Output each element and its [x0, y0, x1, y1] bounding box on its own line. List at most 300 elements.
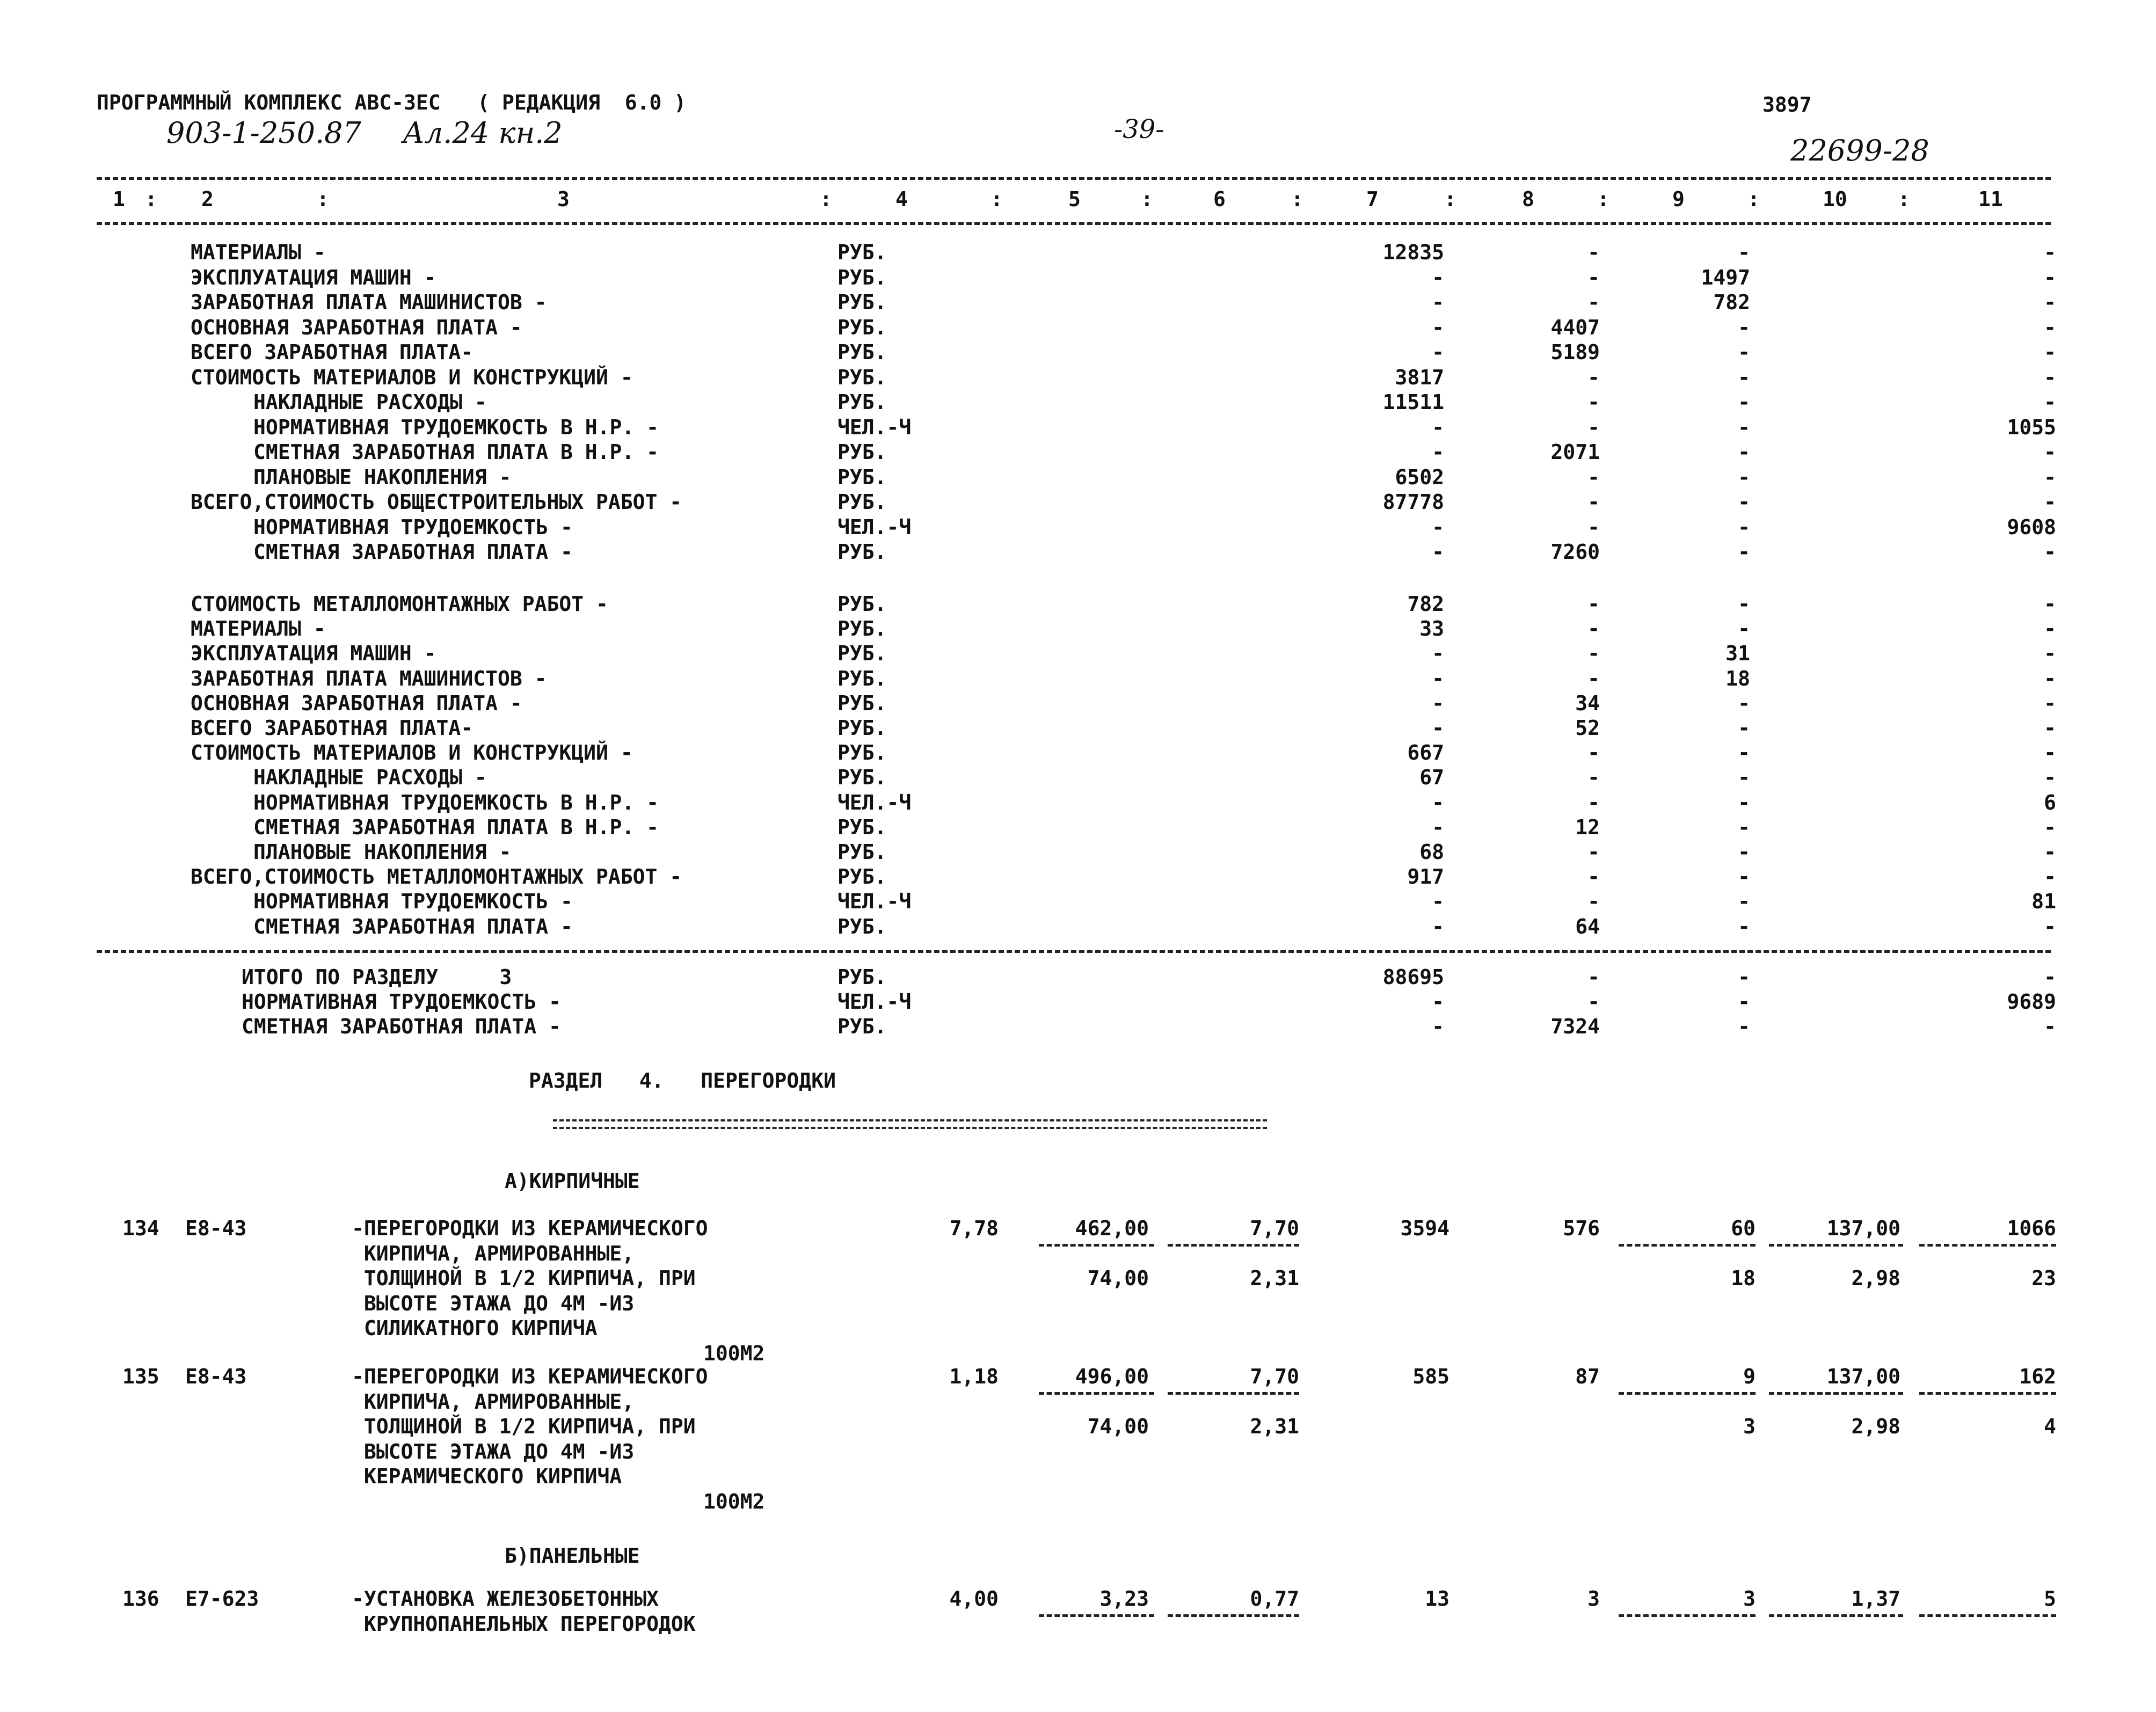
- item-desc-line: СИЛИКАТНОГО КИРПИЧА: [352, 1316, 598, 1340]
- summary-row: [0, 889, 2156, 914]
- item-number: 136: [122, 1587, 159, 1611]
- col-sep: :: [145, 187, 157, 211]
- cell-col5: 3,23: [1099, 1587, 1149, 1611]
- cell-col7: 3594: [1400, 1216, 1450, 1240]
- cell-col8: -: [1587, 890, 1600, 914]
- item-desc-line: КЕРАМИЧЕСКОГО КИРПИЧА: [352, 1465, 622, 1488]
- cell-col9: 18: [1725, 666, 1750, 690]
- col-header: 2: [201, 187, 214, 211]
- cell-col11: 9608: [2007, 515, 2056, 539]
- cell-col7: 67: [1419, 766, 1444, 790]
- cell-col4: 1,18: [949, 1365, 999, 1388]
- cell-col11: -: [2044, 365, 2056, 389]
- row-unit: РУБ.: [837, 642, 887, 666]
- cell-col7: 68: [1419, 840, 1444, 864]
- row-unit: РУБ.: [837, 592, 887, 616]
- item-line: [0, 1266, 2156, 1291]
- cell-col11: -: [2044, 465, 2056, 489]
- row-label: ОСНОВНАЯ ЗАРАБОТНАЯ ПЛАТА -: [191, 315, 522, 339]
- cell-col5: 462,00: [1075, 1216, 1149, 1240]
- item-line: [0, 1464, 2156, 1489]
- totals-rule: [97, 950, 2051, 953]
- cell-col10-sub: 2,98: [1851, 1266, 1900, 1290]
- item-number: 135: [122, 1365, 159, 1388]
- summary-row: [0, 691, 2156, 716]
- cell-col7: 87778: [1382, 490, 1444, 514]
- summary-row: [0, 365, 2156, 390]
- row-label: ВСЕГО,СТОИМОСТЬ МЕТАЛЛОМОНТАЖНЫХ РАБОТ -: [191, 865, 682, 889]
- item-desc-line: -ПЕРЕГОРОДКИ ИЗ КЕРАМИЧЕСКОГО: [352, 1216, 708, 1240]
- cell-col5: 496,00: [1075, 1365, 1149, 1388]
- item-desc-line: ВЫСОТЕ ЭТАЖА ДО 4М -ИЗ: [352, 1291, 635, 1315]
- cell-col7: -: [1432, 440, 1444, 464]
- row-label: СТОИМОСТЬ МАТЕРИАЛОВ И КОНСТРУКЦИЙ -: [191, 365, 633, 389]
- col-header: 9: [1672, 187, 1685, 211]
- item-unit: 100М2: [703, 1489, 765, 1513]
- cell-col11: -: [2044, 340, 2056, 364]
- cell-col11: -: [2044, 265, 2056, 289]
- cell-col7: -: [1432, 290, 1444, 314]
- row-label: ВСЕГО ЗАРАБОТНАЯ ПЛАТА-: [191, 340, 474, 364]
- cell-col9-sub: 18: [1731, 1266, 1756, 1290]
- cell-col7: 13: [1425, 1587, 1450, 1611]
- cell-col8: -: [1587, 840, 1600, 864]
- col-sep: :: [820, 187, 832, 211]
- col-header: 4: [895, 187, 908, 211]
- summary-row: [0, 515, 2156, 540]
- cell-col11: -: [2044, 617, 2056, 641]
- summary-row: [0, 765, 2156, 790]
- row-label: ЗАРАБОТНАЯ ПЛАТА МАШИНИСТОВ -: [191, 666, 547, 690]
- cell-col4: 4,00: [949, 1587, 999, 1611]
- column-header-row: [97, 187, 2051, 212]
- summary-row: [0, 840, 2156, 864]
- item-line: [0, 1241, 2156, 1266]
- page-marker: -39-: [1114, 114, 1164, 144]
- item-desc-line: ТОЛЩИНОЙ В 1/2 КИРПИЧА, ПРИ: [352, 1415, 696, 1438]
- item-desc-line: -УСТАНОВКА ЖЕЛЕЗОБЕТОННЫХ: [352, 1587, 659, 1611]
- row-label: ЗАРАБОТНАЯ ПЛАТА МАШИНИСТОВ -: [191, 290, 547, 314]
- cell-col11: -: [2044, 592, 2056, 616]
- cell-col9-sub: 3: [1743, 1415, 1756, 1438]
- row-label: ИТОГО ПО РАЗДЕЛУ 3: [242, 965, 512, 989]
- summary-row: [0, 592, 2156, 616]
- col-header: 10: [1823, 187, 1847, 211]
- row-unit: ЧЕЛ.-Ч: [837, 990, 912, 1014]
- cell-col8: 64: [1575, 914, 1600, 938]
- cell-col11-sub: 23: [2031, 1266, 2056, 1290]
- cell-col8: 4407: [1550, 315, 1600, 339]
- cell-col11: -: [2044, 865, 2056, 889]
- row-label: СМЕТНАЯ ЗАРАБОТНАЯ ПЛАТА -: [253, 540, 573, 564]
- cell-col10: 137,00: [1826, 1216, 1900, 1240]
- summary-row: [0, 641, 2156, 666]
- cell-col7: -: [1432, 642, 1444, 666]
- cell-col8: 3: [1587, 1587, 1600, 1611]
- summary-row: [0, 540, 2156, 564]
- cell-col9: 3: [1743, 1587, 1756, 1611]
- cell-col7: -: [1432, 515, 1444, 539]
- cell-col9: -: [1738, 990, 1750, 1014]
- summary-row: [0, 265, 2156, 290]
- cell-col7: 88695: [1382, 965, 1444, 989]
- row-unit: РУБ.: [837, 290, 887, 314]
- cell-col7: 6502: [1395, 465, 1444, 489]
- cell-col9: -: [1738, 540, 1750, 564]
- cell-col9: -: [1738, 741, 1750, 765]
- cell-col8: -: [1587, 415, 1600, 439]
- cell-col9: -: [1738, 716, 1750, 740]
- cell-col7: 33: [1419, 617, 1444, 641]
- cell-col9: -: [1738, 515, 1750, 539]
- cell-col8: -: [1587, 241, 1600, 264]
- row-label: НОРМАТИВНАЯ ТРУДОЕМКОСТЬ -: [253, 890, 573, 914]
- row-label: ЭКСПЛУАТАЦИЯ МАШИН -: [191, 265, 436, 289]
- row-label: МАТЕРИАЛЫ -: [191, 617, 326, 641]
- row-unit: ЧЕЛ.-Ч: [837, 515, 912, 539]
- cell-col8: -: [1587, 265, 1600, 289]
- row-unit: РУБ.: [837, 340, 887, 364]
- cell-col7: -: [1432, 691, 1444, 715]
- summary-row: [0, 315, 2156, 340]
- cell-col8: -: [1587, 965, 1600, 989]
- summary-row: [0, 240, 2156, 265]
- cell-col7: 11511: [1382, 390, 1444, 414]
- summary-row: [0, 914, 2156, 939]
- subsection-brick: А)КИРПИЧНЫЕ: [505, 1169, 640, 1193]
- row-unit: РУБ.: [837, 840, 887, 864]
- col-sep: :: [1898, 187, 1910, 211]
- cell-col4: 7,78: [949, 1216, 999, 1240]
- cell-col6-sub: 2,31: [1250, 1266, 1299, 1290]
- cell-col11: -: [2044, 390, 2056, 414]
- page-number: 3897: [1762, 93, 1812, 116]
- row-label: НОРМАТИВНАЯ ТРУДОЕМКОСТЬ В Н.Р. -: [253, 415, 659, 439]
- subsection-panel: Б)ПАНЕЛЬНЫЕ: [505, 1544, 640, 1568]
- col-sep: :: [1747, 187, 1760, 211]
- row-unit: РУБ.: [837, 716, 887, 740]
- summary-row: [0, 340, 2156, 365]
- cell-col11: -: [2044, 540, 2056, 564]
- cell-col9: -: [1738, 914, 1750, 938]
- cell-col11: -: [2044, 691, 2056, 715]
- cell-col10-sub: 2,98: [1851, 1415, 1900, 1438]
- row-unit: РУБ.: [837, 741, 887, 765]
- program-header: ПРОГРАММНЫЙ КОМПЛЕКС АВС-3ЕС ( РЕДАКЦИЯ 6.0 ): [97, 91, 687, 114]
- cell-col8: -: [1587, 365, 1600, 389]
- row-label: НАКЛАДНЫЕ РАСХОДЫ -: [253, 766, 487, 790]
- row-unit: РУБ.: [837, 465, 887, 489]
- cell-col7: 585: [1412, 1365, 1450, 1388]
- item-line: [0, 1389, 2156, 1414]
- cell-col8: 576: [1563, 1216, 1600, 1240]
- summary-row: [0, 716, 2156, 740]
- item-line: [0, 1216, 2156, 1241]
- cell-col8: -: [1587, 515, 1600, 539]
- summary-row: [0, 989, 2156, 1014]
- row-label: МАТЕРИАЛЫ -: [191, 241, 326, 264]
- cell-col6: 7,70: [1250, 1216, 1299, 1240]
- row-unit: РУБ.: [837, 691, 887, 715]
- item-line: [0, 1439, 2156, 1464]
- cell-col5-sub: 74,00: [1087, 1266, 1149, 1290]
- cell-col8: -: [1587, 865, 1600, 889]
- cell-col8: -: [1587, 766, 1600, 790]
- row-label: СТОИМОСТЬ МАТЕРИАЛОВ И КОНСТРУКЦИЙ -: [191, 741, 633, 765]
- cell-col11: -: [2044, 490, 2056, 514]
- cell-col8: -: [1587, 290, 1600, 314]
- cell-col11: -: [2044, 766, 2056, 790]
- cell-col9: -: [1738, 815, 1750, 839]
- header-bottom-rule: [97, 222, 2051, 225]
- item-desc-line: КРУПНОПАНЕЛЬНЫХ ПЕРЕГОРОДОК: [352, 1612, 696, 1636]
- row-label: ПЛАНОВЫЕ НАКОПЛЕНИЯ -: [253, 840, 512, 864]
- summary-row: [0, 666, 2156, 691]
- row-label: СМЕТНАЯ ЗАРАБОТНАЯ ПЛАТА -: [253, 914, 573, 938]
- cell-col11: -: [2044, 815, 2056, 839]
- row-unit: РУБ.: [837, 365, 887, 389]
- row-unit: РУБ.: [837, 440, 887, 464]
- row-label: НОРМАТИВНАЯ ТРУДОЕМКОСТЬ В Н.Р. -: [253, 790, 659, 814]
- row-label: СТОИМОСТЬ МЕТАЛЛОМОНТАЖНЫХ РАБОТ -: [191, 592, 608, 616]
- item-number: 134: [122, 1216, 159, 1240]
- item-desc-line: -ПЕРЕГОРОДКИ ИЗ КЕРАМИЧЕСКОГО: [352, 1365, 708, 1388]
- row-label: ВСЕГО,СТОИМОСТЬ ОБЩЕСТРОИТЕЛЬНЫХ РАБОТ -: [191, 490, 682, 514]
- cell-col7: 12835: [1382, 241, 1444, 264]
- section-double-rule: [553, 1119, 1267, 1129]
- item-line: [0, 1364, 2156, 1389]
- cell-col6: 0,77: [1250, 1587, 1299, 1611]
- cell-col8: -: [1587, 990, 1600, 1014]
- cell-col7: -: [1432, 340, 1444, 364]
- row-unit: РУБ.: [837, 914, 887, 938]
- item-desc-line: ТОЛЩИНОЙ В 1/2 КИРПИЧА, ПРИ: [352, 1266, 696, 1290]
- cell-col9: -: [1738, 592, 1750, 616]
- item-code: Е8-43: [185, 1365, 247, 1388]
- row-unit: РУБ.: [837, 617, 887, 641]
- summary-row: [0, 465, 2156, 490]
- album-ref-handwritten: Ал.24 кн.2: [403, 116, 563, 150]
- cell-col9: 9: [1743, 1365, 1756, 1388]
- cell-col9: -: [1738, 865, 1750, 889]
- summary-row: [0, 290, 2156, 315]
- item-desc-line: ВЫСОТЕ ЭТАЖА ДО 4М -ИЗ: [352, 1439, 635, 1463]
- cell-col8: 5189: [1550, 340, 1600, 364]
- row-unit: РУБ.: [837, 965, 887, 989]
- cell-col7: 667: [1407, 741, 1444, 765]
- cell-col9: -: [1738, 490, 1750, 514]
- cell-col7: -: [1432, 666, 1444, 690]
- cell-col10: 1,37: [1851, 1587, 1900, 1611]
- cell-col11: 1066: [2007, 1216, 2056, 1240]
- summary-row: [0, 440, 2156, 464]
- row-label: СМЕТНАЯ ЗАРАБОТНАЯ ПЛАТА В Н.Р. -: [253, 815, 659, 839]
- cell-col8: -: [1587, 790, 1600, 814]
- row-unit: РУБ.: [837, 1015, 887, 1038]
- cell-col7: -: [1432, 265, 1444, 289]
- summary-row: [0, 864, 2156, 889]
- cell-col9: -: [1738, 790, 1750, 814]
- cell-col10: 137,00: [1826, 1365, 1900, 1388]
- row-unit: РУБ.: [837, 315, 887, 339]
- summary-row: [0, 790, 2156, 815]
- cell-col11: -: [2044, 290, 2056, 314]
- col-sep: :: [1291, 187, 1303, 211]
- item-line: [0, 1586, 2156, 1611]
- cell-col9: -: [1738, 440, 1750, 464]
- col-sep: :: [1141, 187, 1153, 211]
- cell-col11: -: [2044, 241, 2056, 264]
- col-sep: :: [1597, 187, 1609, 211]
- cell-col9: -: [1738, 965, 1750, 989]
- summary-row: [0, 390, 2156, 414]
- cell-col11: 5: [2044, 1587, 2056, 1611]
- cell-col9: -: [1738, 617, 1750, 641]
- cell-col11: -: [2044, 440, 2056, 464]
- cell-col9: -: [1738, 1015, 1750, 1038]
- cell-col9: 31: [1725, 642, 1750, 666]
- item-desc-line: КИРПИЧА, АРМИРОВАННЫЕ,: [352, 1241, 635, 1265]
- cell-col9: -: [1738, 365, 1750, 389]
- item-code: Е7-623: [185, 1587, 259, 1611]
- row-label: НАКЛАДНЫЕ РАСХОДЫ -: [253, 390, 487, 414]
- cell-col11: 6: [2044, 790, 2056, 814]
- row-label: СМЕТНАЯ ЗАРАБОТНАЯ ПЛАТА -: [242, 1015, 561, 1038]
- item-line: [0, 1341, 2156, 1366]
- row-unit: РУБ.: [837, 766, 887, 790]
- section-title: РАЗДЕЛ 4. ПЕРЕГОРОДКИ: [529, 1069, 836, 1092]
- row-unit: ЧЕЛ.-Ч: [837, 790, 912, 814]
- cell-col7: 3817: [1395, 365, 1444, 389]
- col-sep: :: [317, 187, 329, 211]
- header-top-rule: [97, 177, 2051, 180]
- document-number-handwritten: 22699-28: [1790, 134, 1929, 167]
- row-unit: РУБ.: [837, 815, 887, 839]
- col-header: 7: [1366, 187, 1379, 211]
- cell-col8: -: [1587, 642, 1600, 666]
- row-unit: ЧЕЛ.-Ч: [837, 890, 912, 914]
- cell-col7: -: [1432, 914, 1444, 938]
- cell-col7: -: [1432, 815, 1444, 839]
- row-label: ОСНОВНАЯ ЗАРАБОТНАЯ ПЛАТА -: [191, 691, 522, 715]
- cell-col7: -: [1432, 790, 1444, 814]
- cell-col11: 81: [2031, 890, 2056, 914]
- cell-col11: 1055: [2007, 415, 2056, 439]
- row-label: ВСЕГО ЗАРАБОТНАЯ ПЛАТА-: [191, 716, 474, 740]
- col-header: 1: [113, 187, 125, 211]
- cell-col11: -: [2044, 965, 2056, 989]
- cell-col9: -: [1738, 890, 1750, 914]
- cell-col11: 9689: [2007, 990, 2056, 1014]
- col-header: 5: [1068, 187, 1081, 211]
- col-sep: :: [1444, 187, 1456, 211]
- row-label: НОРМАТИВНАЯ ТРУДОЕМКОСТЬ -: [242, 990, 561, 1014]
- col-header: 8: [1522, 187, 1534, 211]
- row-unit: РУБ.: [837, 390, 887, 414]
- summary-row: [0, 490, 2156, 514]
- row-unit: РУБ.: [837, 265, 887, 289]
- row-label: СМЕТНАЯ ЗАРАБОТНАЯ ПЛАТА В Н.Р. -: [253, 440, 659, 464]
- cell-col6-sub: 2,31: [1250, 1415, 1299, 1438]
- cell-col11: -: [2044, 1015, 2056, 1038]
- cell-col9: -: [1738, 465, 1750, 489]
- project-code-handwritten: 903-1-250.87: [166, 116, 361, 150]
- cell-col11: -: [2044, 642, 2056, 666]
- cell-col8: 2071: [1550, 440, 1600, 464]
- cell-col9: 782: [1713, 290, 1750, 314]
- cell-col11: -: [2044, 741, 2056, 765]
- col-sep: :: [990, 187, 1003, 211]
- cell-col7: 917: [1407, 865, 1444, 889]
- cell-col7: -: [1432, 540, 1444, 564]
- cell-col9: -: [1738, 340, 1750, 364]
- cell-col11: -: [2044, 315, 2056, 339]
- row-unit: РУБ.: [837, 241, 887, 264]
- cell-col9: -: [1738, 315, 1750, 339]
- cell-col11: 162: [2019, 1365, 2056, 1388]
- col-header: 11: [1978, 187, 2003, 211]
- cell-col7: -: [1432, 1015, 1444, 1038]
- cell-col9: -: [1738, 840, 1750, 864]
- item-line: [0, 1316, 2156, 1341]
- cell-col8: -: [1587, 617, 1600, 641]
- cell-col11: -: [2044, 666, 2056, 690]
- row-label: НОРМАТИВНАЯ ТРУДОЕМКОСТЬ -: [253, 515, 573, 539]
- summary-row: [0, 740, 2156, 765]
- cell-col7: 782: [1407, 592, 1444, 616]
- row-unit: РУБ.: [837, 540, 887, 564]
- cell-col8: 52: [1575, 716, 1600, 740]
- row-unit: РУБ.: [837, 490, 887, 514]
- cell-col7: -: [1432, 415, 1444, 439]
- cell-col9: -: [1738, 390, 1750, 414]
- item-line: [0, 1291, 2156, 1316]
- cell-col8: 34: [1575, 691, 1600, 715]
- cell-col8: -: [1587, 490, 1600, 514]
- cell-col8: -: [1587, 741, 1600, 765]
- cell-col9: -: [1738, 691, 1750, 715]
- cell-col8: 7260: [1550, 540, 1600, 564]
- summary-row: [0, 616, 2156, 641]
- cell-col6: 7,70: [1250, 1365, 1299, 1388]
- summary-row: [0, 1014, 2156, 1039]
- item-unit: 100М2: [703, 1341, 765, 1365]
- cell-col9: -: [1738, 241, 1750, 264]
- cell-col7: -: [1432, 990, 1444, 1014]
- col-header: 3: [557, 187, 570, 211]
- item-line: [0, 1414, 2156, 1439]
- cell-col8: 12: [1575, 815, 1600, 839]
- cell-col11: -: [2044, 914, 2056, 938]
- cell-col11: -: [2044, 716, 2056, 740]
- summary-row: [0, 965, 2156, 989]
- cell-col8: 7324: [1550, 1015, 1600, 1038]
- cell-col7: -: [1432, 890, 1444, 914]
- row-label: ПЛАНОВЫЕ НАКОПЛЕНИЯ -: [253, 465, 512, 489]
- cell-col8: 87: [1575, 1365, 1600, 1388]
- cell-col11-sub: 4: [2044, 1415, 2056, 1438]
- cell-col9: 60: [1731, 1216, 1756, 1240]
- item-code: Е8-43: [185, 1216, 247, 1240]
- row-unit: РУБ.: [837, 865, 887, 889]
- cell-col11: -: [2044, 840, 2056, 864]
- cell-col8: -: [1587, 390, 1600, 414]
- summary-row: [0, 815, 2156, 840]
- cell-col9: -: [1738, 766, 1750, 790]
- cell-col9: -: [1738, 415, 1750, 439]
- cell-col7: -: [1432, 315, 1444, 339]
- row-label: ЭКСПЛУАТАЦИЯ МАШИН -: [191, 642, 436, 666]
